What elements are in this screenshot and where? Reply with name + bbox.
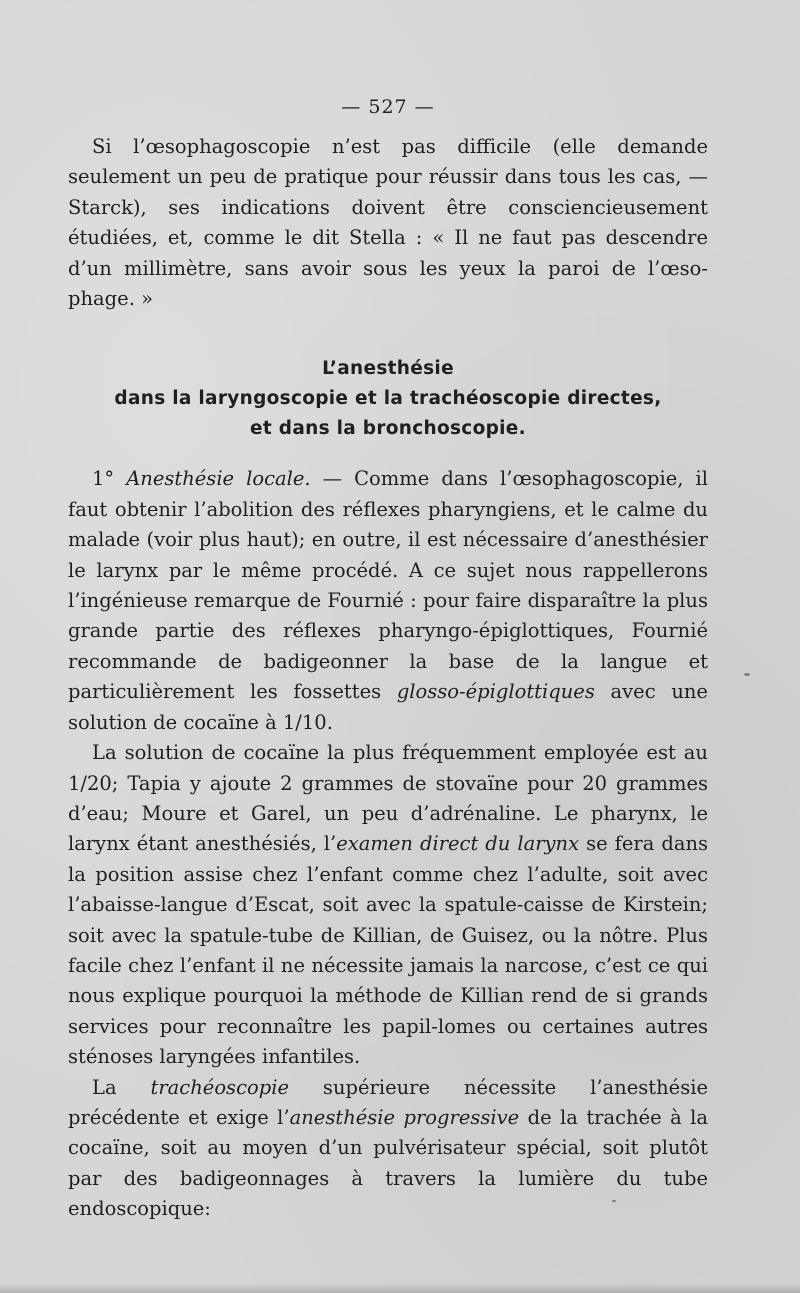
- heading-line-3: et dans la bronchoscopie.: [250, 418, 526, 440]
- italic-term: trachéoscopie: [150, 1075, 289, 1099]
- heading-line-2: dans la laryngoscopie et la trachéoscopie directes,: [114, 388, 662, 410]
- section-heading: [68, 354, 708, 444]
- italic-term: examen direct du larynx: [336, 832, 580, 856]
- italic-term: glosso-épiglottiques: [396, 680, 595, 704]
- paragraph-anesthesie-locale: [68, 464, 708, 738]
- book-page: [68, 96, 708, 1225]
- paragraph-solution-cocaine: [68, 738, 708, 1072]
- italic-subtitle: Anesthésie locale.: [126, 467, 311, 491]
- scan-edge-noise: [0, 1283, 800, 1293]
- paragraph-middle: supérieure nécessite l’anesthésie précédente et exige l’: [68, 1075, 708, 1129]
- italic-term: anesthésie progressive: [289, 1105, 520, 1129]
- heading-line-1: L’anesthésie: [322, 358, 454, 380]
- paragraph-rest: se fera dans la position assise chez l’enfant comme chez l’adulte, soit avec l’abaisse-langue d’Escat, soit avec la spatule-caisse de Kirstein; soit avec la spatule-tube de Killian, de Guisez, ou la nôtre. Plus facile chez l’enfant il ne nécessite jamais la narcose, c’est ce qui nous explique pourquoi la méthode de Killian rend de si grands services pour reconnaître les papil-lomes ou certaines autres sténoses laryngées infantiles.: [68, 832, 709, 1069]
- paragraph-start: La solution de cocaïne la plus fréquemment employée est au 1/20; Tapia y ajoute 2 grammes de stovaïne pour 20 grammes d’eau; Moure et Garel, un peu d’adrénaline. Le pharynx, le larynx étant anesthésiés, l’: [68, 741, 708, 856]
- paragraph-oesophagoscopie: Si l’œsophagoscopie n’est pas difficile (elle demande seulement un peu de pratique pour réussir dans tous les cas, — Starck), ses indications doivent être consciencieusement étudiées, et, comme le dit Stella : « Il ne faut pas descendre d’un millimètre, sans avoir sous les yeux la paroi de l’œso-phage. »: [68, 135, 708, 311]
- ink-speck: [744, 673, 750, 676]
- paragraph-tail: avec une solution de cocaïne à 1/10.: [68, 680, 708, 734]
- item-number: 1°: [92, 467, 127, 491]
- paragraph-tracheoscopie: [68, 1073, 708, 1225]
- paragraph-rest: de la trachée à la cocaïne, soit au moyen d’un pulvérisateur spécial, soit plutôt par des badigeonnages à travers la lumière du tube endoscopique:: [68, 1105, 708, 1221]
- paragraph-start: La: [92, 1075, 151, 1099]
- paragraph-body: — Comme dans l’œsophagoscopie, il faut obtenir l’abolition des réflexes pharyngiens, et le calme du malade (voir plus haut); en outre, il est nécessaire d’anesthésier le larynx par le même procédé. A ce sujet nous rappellerons l’ingénieuse remarque de Fournié : pour faire disparaître la plus grande partie des réflexes pharyngo-épiglottiques, Fournié recommande de badigeonner la base de la langue et particulièrement les fossettes: [68, 467, 708, 704]
- page-number: — 527 —: [341, 96, 435, 118]
